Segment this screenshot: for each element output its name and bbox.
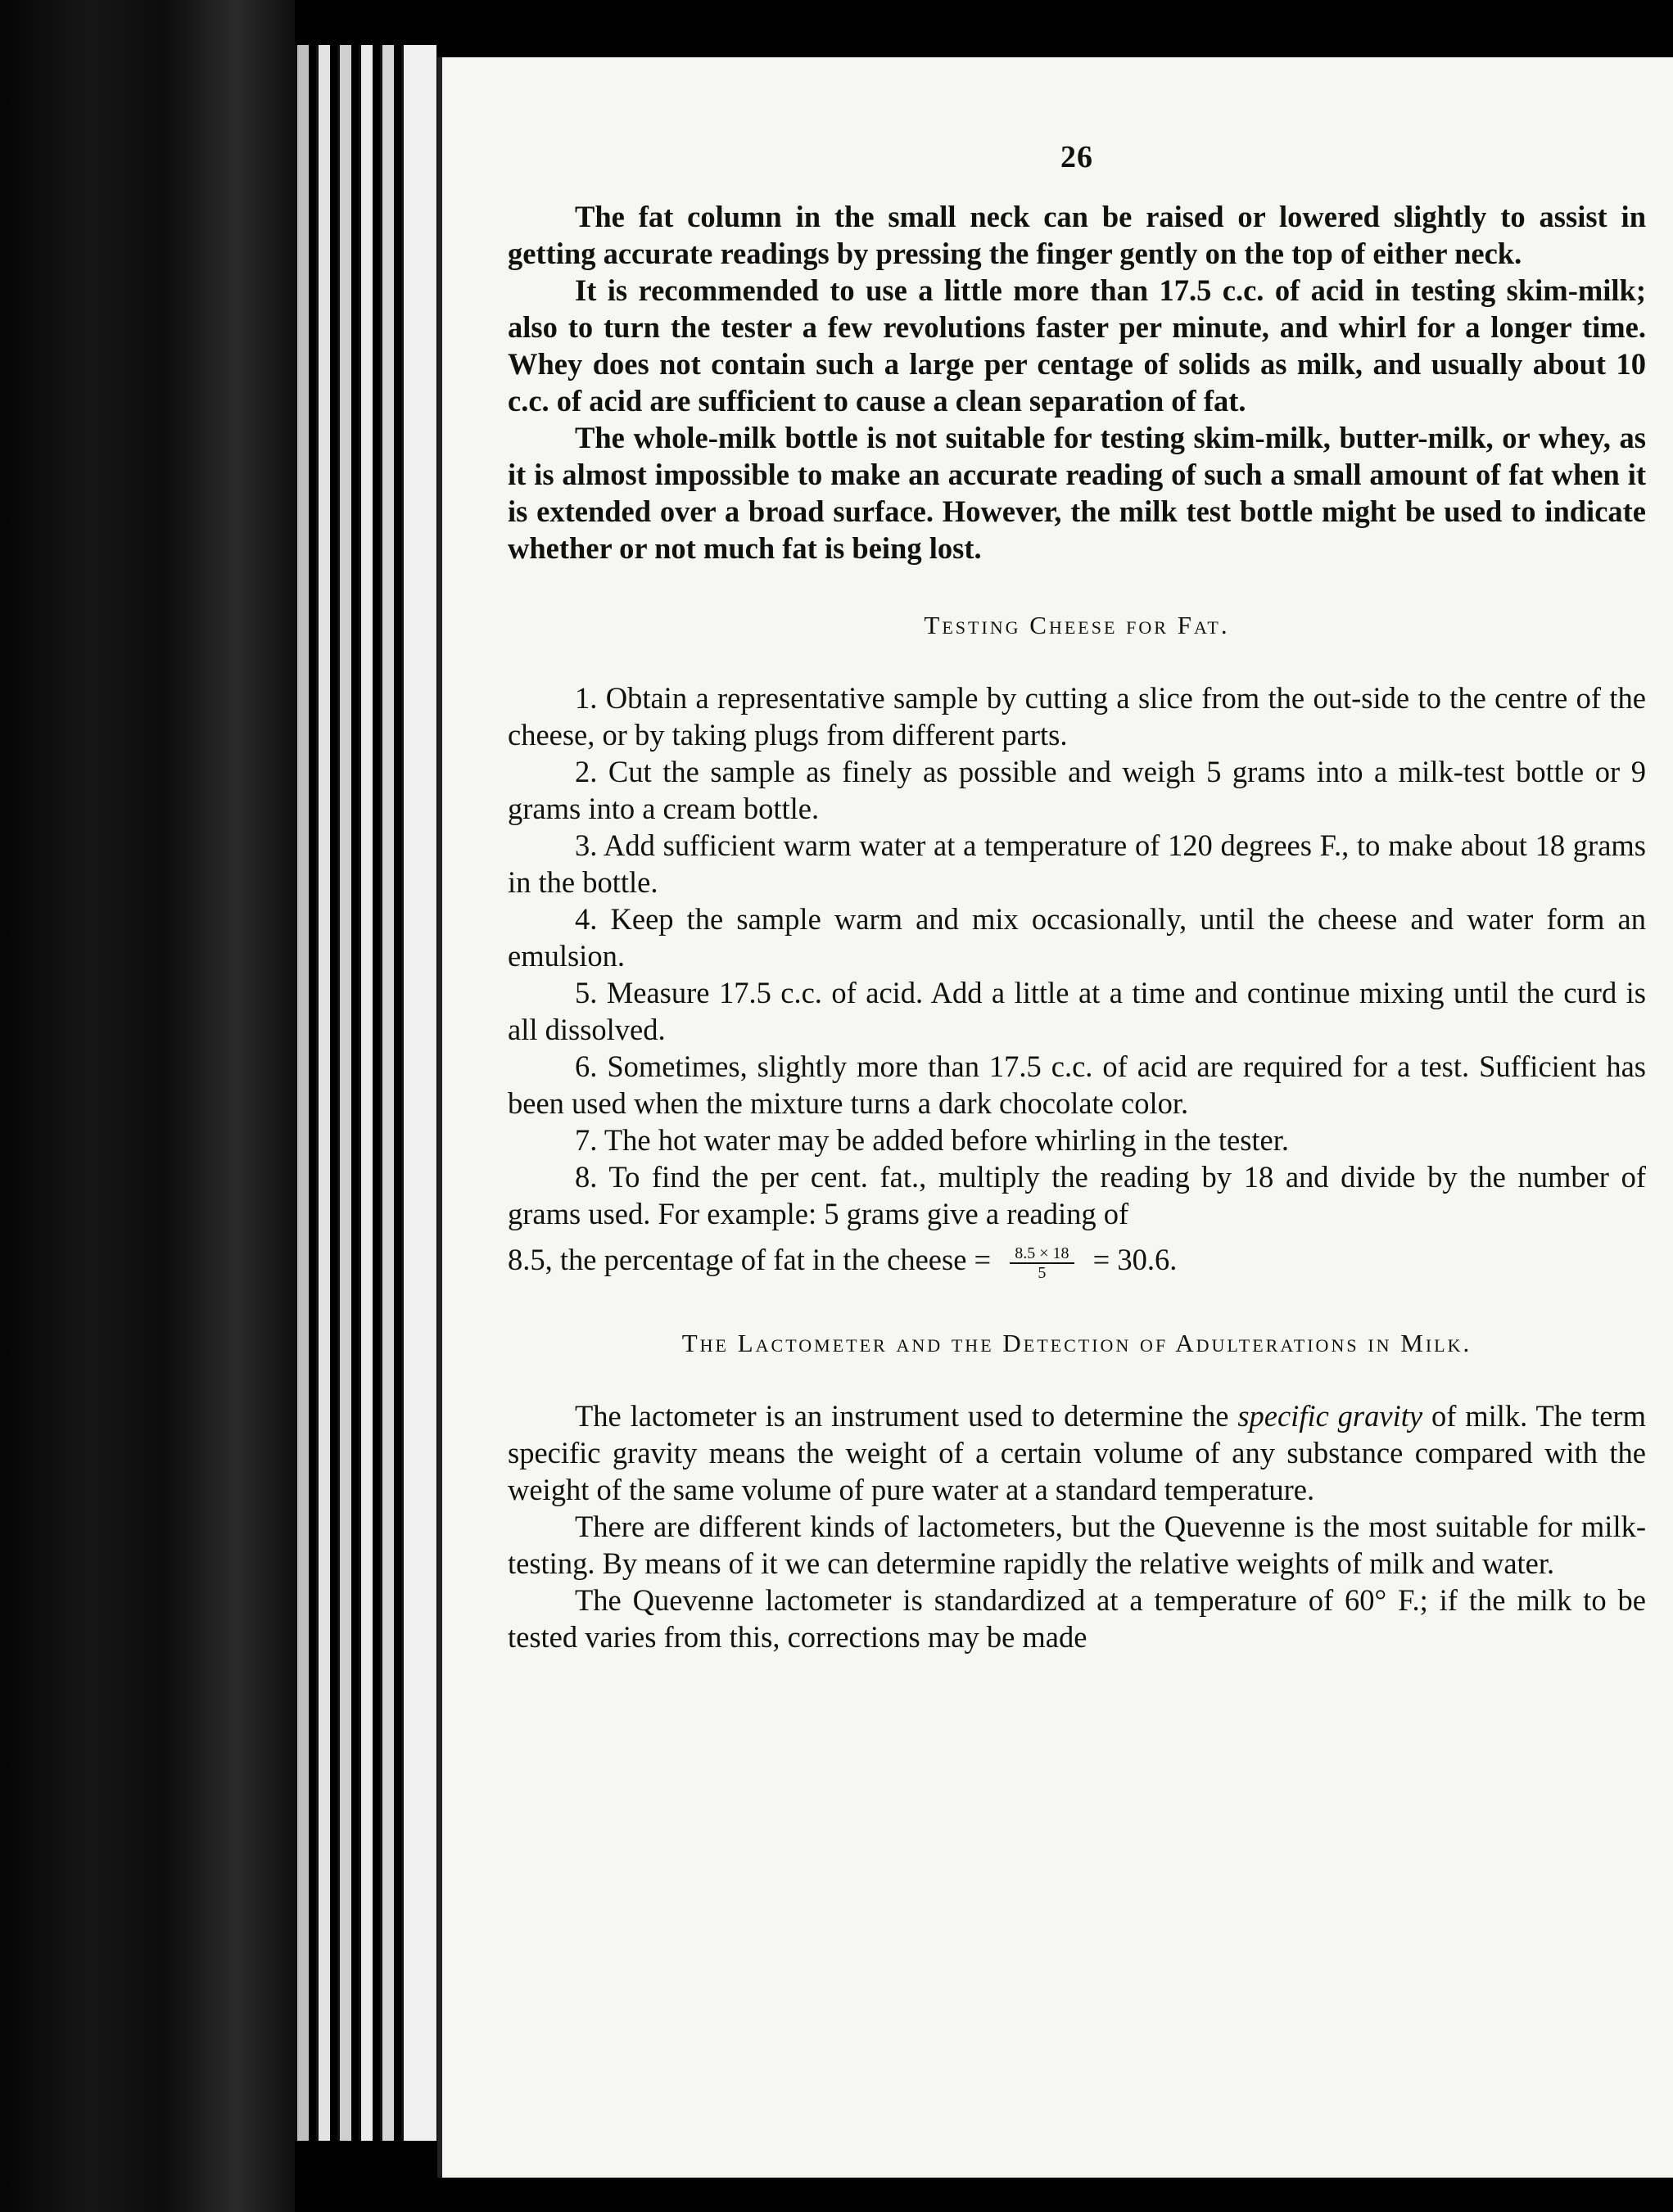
page-edge xyxy=(359,45,373,2141)
fraction-numerator: 8.5 × 18 xyxy=(1010,1244,1074,1264)
paragraph: It is recommended to use a little more than 17.5 c.c. of acid in testing skim-milk; also to turn the tester a few revolutions faster per minute, and whirl for a longer time. Whey does not contain such a large per centage of solids as milk, and usually about 10 c.c. of acid are sufficient to cause a clean separation of fat. xyxy=(508,273,1646,418)
page-number: 26 xyxy=(1060,140,1093,174)
section-heading-lactometer: The Lactometer and the Detection of Adulterations in Milk. xyxy=(681,1329,1472,1357)
paragraph: The Quevenne lactometer is standardized at a temperature of 60° F.; if the milk to be tested varies from this, corrections may be made xyxy=(508,1583,1646,1654)
page-edge xyxy=(337,45,351,2141)
book-page-edges xyxy=(295,45,442,2141)
paragraph: The fat column in the small neck can be raised or lowered slightly to assist in getting accurate readings by pressing the finger gently on the top of either neck. xyxy=(508,200,1646,270)
book-page xyxy=(442,57,1673,2178)
list-item: 8. To find the per cent. fat., multiply the reading by 18 and divide by the number of grams used. For example: 5 grams give a reading of xyxy=(508,1160,1646,1230)
text-run: of milk. The term specific gravity means the weight of a certain volume of any substance compared with the weight of the same volume of pure water at a standard temperature. xyxy=(508,1399,1646,1506)
formula-result: = 30.6. xyxy=(1092,1243,1178,1276)
section-heading-testing-cheese: Testing Cheese for Fat. xyxy=(924,611,1230,639)
paragraph xyxy=(508,1397,1646,1508)
section-lactometer xyxy=(508,1397,1646,1655)
paragraph: There are different kinds of lactometers, but the Quevenne is the most suitable for milk-testing. By means of it we can determine rapidly the relative weights of milk and water. xyxy=(508,1510,1646,1580)
page-edge xyxy=(295,45,309,2141)
fraction-denominator: 5 xyxy=(1038,1263,1047,1282)
italic-term: specific gravity xyxy=(1237,1399,1423,1433)
list-item: 3. Add sufficient warm water at a temperature of 120 degrees F., to make about 18 grams in the bottle. xyxy=(508,828,1646,899)
section-skim-milk xyxy=(508,198,1646,567)
page-edge xyxy=(316,45,330,2141)
page-edge xyxy=(380,45,394,2141)
paragraph: The whole-milk bottle is not suitable for testing skim-milk, butter-milk, or whey, as it is almost impossible to make an accurate reading of such a small amount of fat when it is extended over a broad surface. However, the milk test bottle might be used to indicate whether or not much fat is being lost. xyxy=(508,421,1646,565)
text-run: The lactometer is an instrument used to determine the xyxy=(575,1399,1238,1433)
list-item: 6. Sometimes, slightly more than 17.5 c.c. of acid are required for a test. Sufficient has been used when the mixture turns a dark chocolate color. xyxy=(508,1050,1646,1120)
list-item: 4. Keep the sample warm and mix occasionally, until the cheese and water form an emulsion. xyxy=(508,902,1646,973)
page-edge xyxy=(401,45,436,2141)
list-item: 5. Measure 17.5 c.c. of acid. Add a little at a time and continue mixing until the curd is all dissolved. xyxy=(508,976,1646,1046)
formula-line xyxy=(508,1235,1646,1284)
scan-dark-background xyxy=(0,0,295,2212)
cheese-steps-list xyxy=(508,679,1646,1284)
list-item: 1. Obtain a representative sample by cutting a slice from the out-side to the centre of the cheese, or by taking plugs from different parts. xyxy=(508,681,1646,752)
page-content xyxy=(508,139,1646,1655)
formula-prefix: 8.5, the percentage of fat in the cheese = xyxy=(508,1243,992,1276)
list-item: 7. The hot water may be added before whirling in the tester. xyxy=(575,1123,1290,1157)
list-item: 2. Cut the sample as finely as possible and weigh 5 grams into a milk-test bottle or 9 grams into a cream bottle. xyxy=(508,755,1646,825)
formula-fraction xyxy=(1010,1244,1074,1282)
